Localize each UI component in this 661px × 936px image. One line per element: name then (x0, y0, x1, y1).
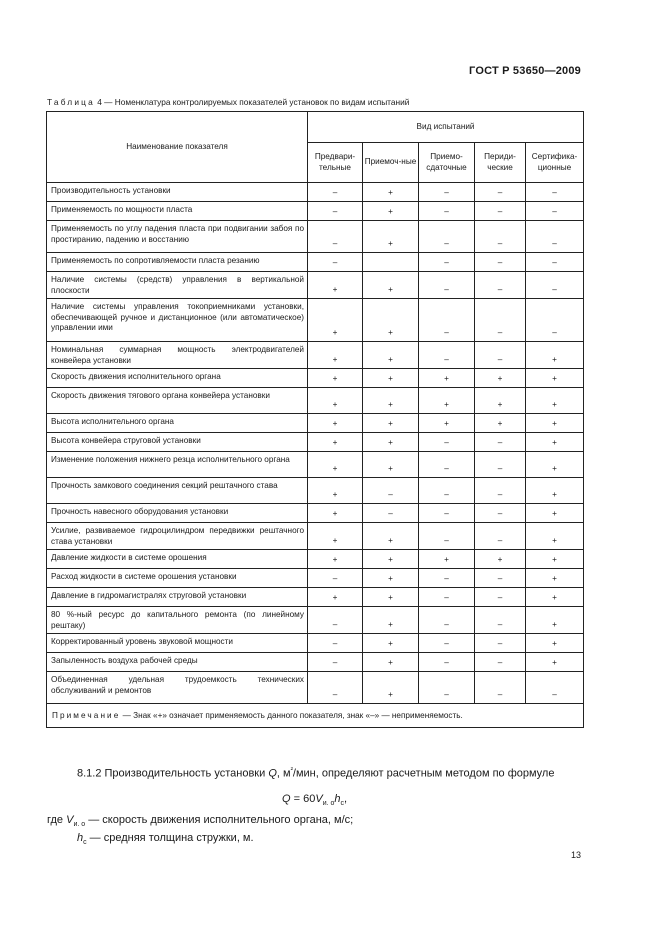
note-word: Примечание (52, 710, 121, 720)
page-number: 13 (571, 850, 582, 860)
table-row (47, 433, 584, 452)
applicability-mark: + (526, 550, 584, 569)
applicability-mark: – (526, 221, 584, 253)
applicability-mark: – (526, 672, 584, 704)
applicability-mark: + (526, 607, 584, 634)
table-row (47, 523, 584, 550)
col-header-3: Приемо-сдаточные (419, 143, 475, 183)
applicability-mark: + (308, 272, 363, 299)
table-row (47, 607, 584, 634)
table-row (47, 183, 584, 202)
indicator-name: Наличие системы управления токоприемниками установки, обеспечивающей ручное и дистанционное (или автоматическое) управлении ими (47, 299, 308, 342)
table-row (47, 550, 584, 569)
table-row (47, 414, 584, 433)
applicability-mark: + (363, 202, 419, 221)
applicability-mark: + (526, 504, 584, 523)
indicator-name: Давление жидкости в системе орошения (47, 550, 308, 569)
applicability-mark: + (526, 342, 584, 369)
applicability-mark: – (475, 478, 526, 504)
indicator-name: Скорость движения исполнительного органа (47, 369, 308, 388)
applicability-mark: – (475, 299, 526, 342)
applicability-mark: – (475, 253, 526, 272)
applicability-mark: + (526, 634, 584, 653)
applicability-mark: + (363, 653, 419, 672)
applicability-mark: – (526, 253, 584, 272)
applicability-mark: – (419, 478, 475, 504)
applicability-mark: – (475, 504, 526, 523)
applicability-mark: – (475, 183, 526, 202)
applicability-mark: – (475, 342, 526, 369)
applicability-mark: – (475, 569, 526, 588)
indicator-name: Усилие, развиваемое гидроцилиндром передвижки рештачного става установки (47, 523, 308, 550)
applicability-mark: – (419, 202, 475, 221)
applicability-mark: + (419, 414, 475, 433)
applicability-mark: – (475, 607, 526, 634)
table-row (47, 569, 584, 588)
applicability-mark: – (419, 653, 475, 672)
applicability-mark: – (526, 299, 584, 342)
applicability-mark: – (475, 653, 526, 672)
applicability-mark: – (526, 272, 584, 299)
indicator-name: Наличие системы (средств) управления в вертикальной плоскости (47, 272, 308, 299)
applicability-mark: – (308, 569, 363, 588)
applicability-mark: – (475, 202, 526, 221)
col-header-1: Предвари-тельные (308, 143, 363, 183)
standard-id: ГОСТ Р 53650—2009 (469, 65, 581, 77)
indicator-name: Производительность установки (47, 183, 308, 202)
applicability-mark: + (475, 414, 526, 433)
applicability-mark: – (475, 433, 526, 452)
applicability-mark: + (363, 221, 419, 253)
applicability-mark: + (308, 523, 363, 550)
applicability-mark: + (526, 523, 584, 550)
applicability-mark: – (419, 452, 475, 478)
applicability-mark: + (419, 388, 475, 414)
applicability-mark: + (363, 588, 419, 607)
applicability-mark: + (363, 452, 419, 478)
indicator-name: Высота конвейера струговой установки (47, 433, 308, 452)
table-row (47, 253, 584, 272)
col-name-header: Наименование показателя (47, 112, 308, 183)
where-line-2: $h_с$ — средняя толщина стружки, м. (77, 832, 254, 847)
applicability-mark: + (363, 634, 419, 653)
applicability-mark: + (526, 588, 584, 607)
applicability-mark: + (308, 414, 363, 433)
applicability-mark: – (419, 504, 475, 523)
applicability-mark: + (475, 388, 526, 414)
applicability-mark: + (308, 342, 363, 369)
table-row (47, 369, 584, 388)
indicator-name: Изменение положения нижнего резца исполнительного органа (47, 452, 308, 478)
applicability-mark: – (308, 253, 363, 272)
applicability-mark: – (475, 588, 526, 607)
applicability-mark: – (419, 523, 475, 550)
indicator-name: Применяемость по мощности пласта (47, 202, 308, 221)
indicator-name: 80 %-ный ресурс до капитального ремонта (по линейному рештаку) (47, 607, 308, 634)
where-line-1: где $V_{и. о}$ — скорость движения исполнительного органа, м/с; (47, 814, 354, 829)
applicability-mark: – (419, 433, 475, 452)
applicability-mark: + (363, 299, 419, 342)
applicability-mark: + (363, 369, 419, 388)
indicator-name: Прочность замкового соединения секций рештачного става (47, 478, 308, 504)
applicability-mark: + (308, 588, 363, 607)
applicability-mark: – (308, 634, 363, 653)
applicability-mark: + (363, 523, 419, 550)
col-header-4: Периди-ческие (475, 143, 526, 183)
indicator-name: Запыленность воздуха рабочей среды (47, 653, 308, 672)
applicability-mark: + (308, 369, 363, 388)
applicability-mark: – (419, 634, 475, 653)
applicability-mark: + (526, 388, 584, 414)
applicability-mark: + (526, 369, 584, 388)
table-row (47, 478, 584, 504)
section-heading: 8.1.2 Производительность установки Q, $м^{^2}$/мин, определяют расчетным методом по формуле (77, 767, 555, 780)
indicator-name: Объединенная удельная трудоемкость технических обслуживаний и ремонтов (47, 672, 308, 704)
indicator-name: Давление в гидромагистралях струговой установки (47, 588, 308, 607)
indicator-name: Высота исполнительного органа (47, 414, 308, 433)
applicability-mark: – (363, 478, 419, 504)
table-row (47, 272, 584, 299)
applicability-mark: – (475, 672, 526, 704)
applicability-mark: + (363, 342, 419, 369)
applicability-mark: + (419, 550, 475, 569)
applicability-mark: + (526, 452, 584, 478)
applicability-mark: + (475, 369, 526, 388)
applicability-mark: + (526, 433, 584, 452)
table-row (47, 342, 584, 369)
applicability-mark (363, 253, 419, 272)
applicability-mark: – (419, 588, 475, 607)
applicability-mark: – (419, 299, 475, 342)
note-text: — Знак «+» означает применяемость данного показателя, знак «–» — неприменяемость. (122, 710, 463, 720)
col-group-header: Вид испытаний (308, 112, 584, 143)
applicability-mark: + (475, 550, 526, 569)
col-header-5: Сертифика-ционные (526, 143, 584, 183)
applicability-mark: – (308, 653, 363, 672)
applicability-mark: + (363, 183, 419, 202)
indicator-name: Применяемость по сопротивляемости пласта резанию (47, 253, 308, 272)
applicability-mark: – (419, 342, 475, 369)
table-caption-word: Таблица (47, 97, 95, 107)
applicability-mark: + (363, 607, 419, 634)
applicability-mark: – (308, 607, 363, 634)
table-row (47, 653, 584, 672)
applicability-mark: + (526, 653, 584, 672)
applicability-mark: – (475, 221, 526, 253)
table-row (47, 672, 584, 704)
applicability-mark: – (308, 672, 363, 704)
applicability-mark: + (419, 369, 475, 388)
applicability-mark: – (419, 272, 475, 299)
table-row (47, 452, 584, 478)
indicator-name: Расход жидкости в системе орошения установки (47, 569, 308, 588)
applicability-mark: + (363, 414, 419, 433)
applicability-mark: + (308, 478, 363, 504)
indicator-name: Скорость движения тягового органа конвейера установки (47, 388, 308, 414)
applicability-mark: – (419, 672, 475, 704)
applicability-mark: + (363, 388, 419, 414)
applicability-mark: + (363, 550, 419, 569)
table-caption (47, 97, 409, 107)
applicability-mark: + (308, 452, 363, 478)
applicability-mark: – (526, 183, 584, 202)
applicability-mark: + (308, 550, 363, 569)
indicator-name: Прочность навесного оборудования установки (47, 504, 308, 523)
applicability-mark: + (308, 299, 363, 342)
applicability-mark: – (419, 569, 475, 588)
table-caption-text: 4 — Номенклатура контролируемых показателей установок по видам испытаний (97, 97, 410, 107)
indicator-name: Корректированный уровень звуковой мощности (47, 634, 308, 653)
applicability-mark: + (363, 272, 419, 299)
applicability-mark: – (308, 202, 363, 221)
table-row (47, 221, 584, 253)
applicability-mark: – (419, 253, 475, 272)
indicators-table (46, 111, 584, 728)
table-row (47, 634, 584, 653)
applicability-mark: – (475, 523, 526, 550)
applicability-mark: – (526, 202, 584, 221)
applicability-mark: + (526, 414, 584, 433)
table-row (47, 202, 584, 221)
indicator-name: Номинальная суммарная мощность электродвигателей конвейера установки (47, 342, 308, 369)
applicability-mark: – (419, 183, 475, 202)
table-row (47, 388, 584, 414)
applicability-mark: – (308, 183, 363, 202)
applicability-mark: + (363, 569, 419, 588)
applicability-mark: + (363, 672, 419, 704)
applicability-mark: – (363, 504, 419, 523)
applicability-mark: + (308, 388, 363, 414)
table-row (47, 504, 584, 523)
applicability-mark: + (308, 433, 363, 452)
applicability-mark: – (419, 221, 475, 253)
applicability-mark: – (308, 221, 363, 253)
col-header-2: Приемоч-ные (363, 143, 419, 183)
applicability-mark: – (475, 634, 526, 653)
applicability-mark: + (363, 433, 419, 452)
formula: $Q = 60V_{и. о}h_с$, (282, 793, 348, 808)
table-note (47, 704, 584, 728)
applicability-mark: + (526, 478, 584, 504)
applicability-mark: – (475, 452, 526, 478)
applicability-mark: + (526, 569, 584, 588)
applicability-mark: – (419, 607, 475, 634)
applicability-mark: – (475, 272, 526, 299)
indicator-name: Применяемость по углу падения пласта при подвигании забоя по простиранию, падению и восстанию (47, 221, 308, 253)
applicability-mark: + (308, 504, 363, 523)
table-row (47, 299, 584, 342)
table-row (47, 588, 584, 607)
